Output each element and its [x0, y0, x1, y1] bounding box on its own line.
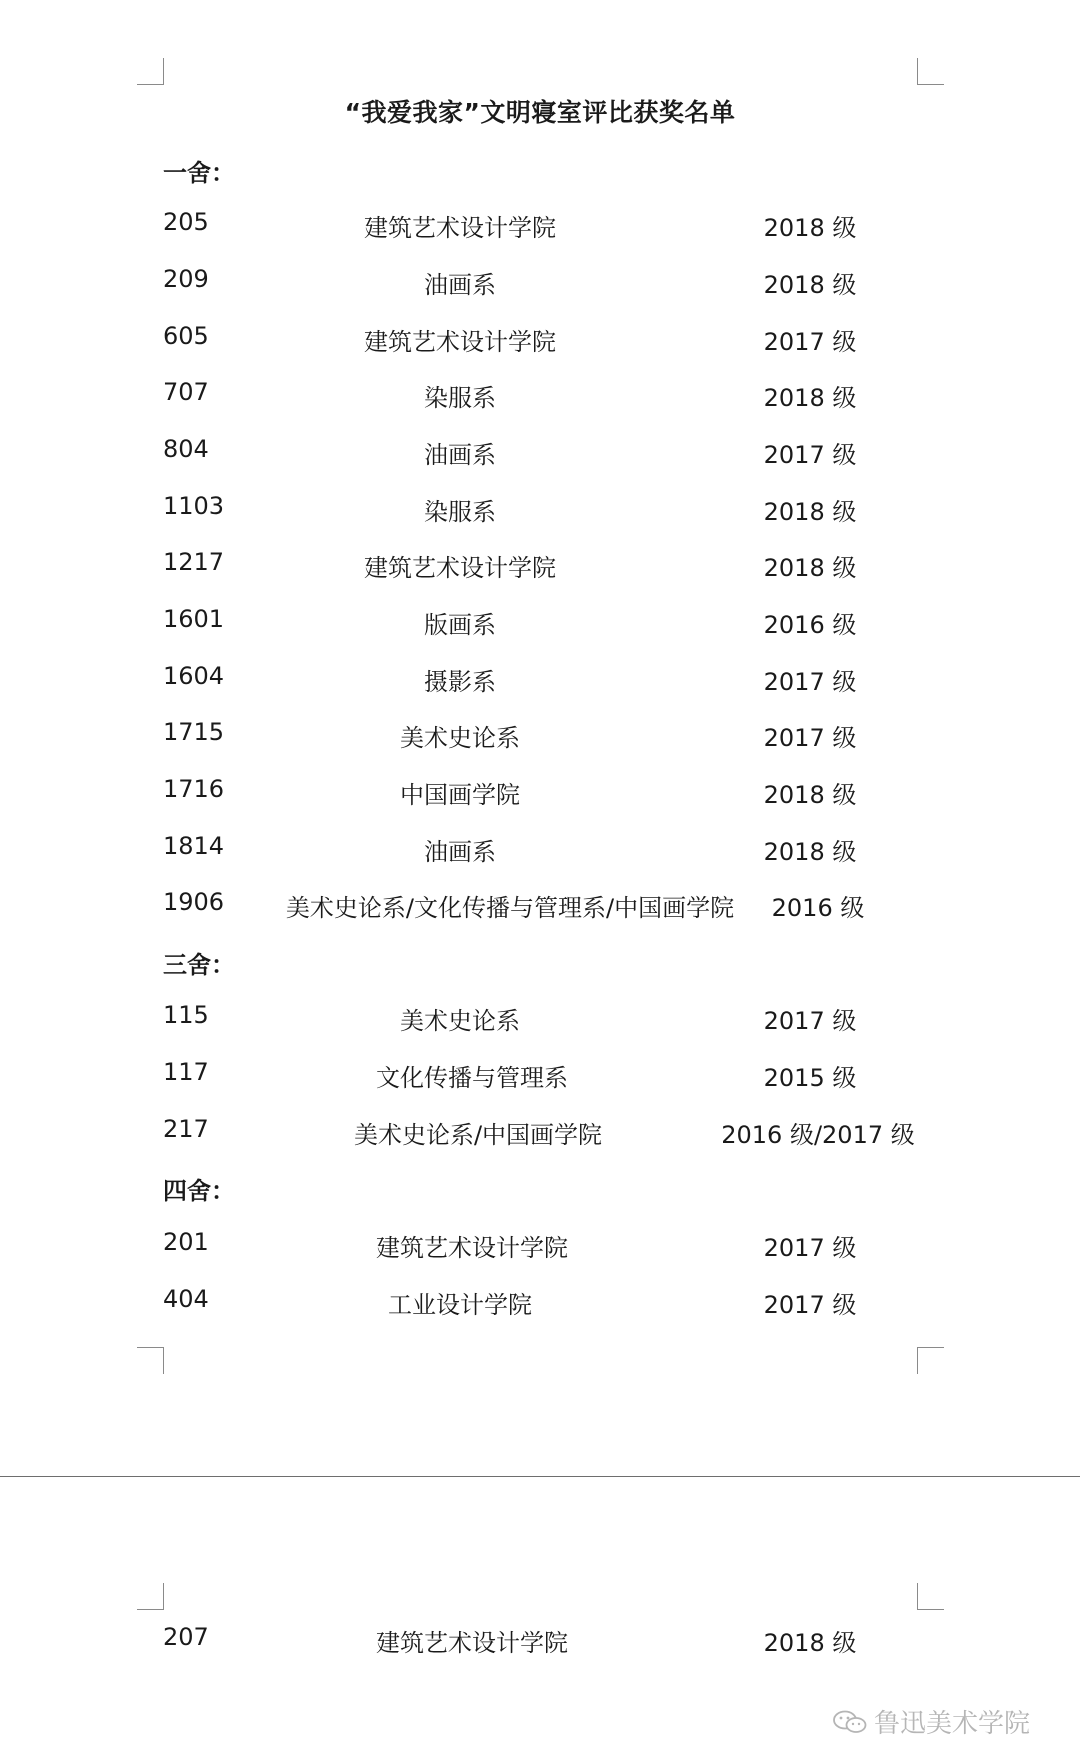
table-row: [0, 265, 1080, 305]
department: 建筑艺术设计学院: [364, 554, 556, 582]
room-number: 1814: [163, 832, 225, 860]
department: 建筑艺术设计学院: [364, 214, 556, 242]
room-number: 1601: [163, 605, 225, 633]
department: 摄影系: [424, 668, 496, 696]
grade: 2017 级: [763, 668, 857, 696]
room-number: 707: [163, 378, 209, 406]
page-corner-mark: [917, 58, 944, 85]
grade: 2018 级: [763, 781, 857, 809]
room-number: 1103: [163, 492, 225, 520]
section-label: 一舍：: [163, 159, 235, 187]
department: 美术史论系: [400, 724, 520, 752]
section-label: 四舍：: [163, 1177, 235, 1205]
room-number: 605: [163, 322, 209, 350]
department: 染服系: [424, 384, 496, 412]
room-number: 201: [163, 1228, 209, 1256]
department: 文化传播与管理系: [376, 1064, 568, 1092]
table-row: [0, 1115, 1080, 1155]
table-row: [0, 378, 1080, 418]
room-number: 1604: [163, 662, 225, 690]
room-number: 1906: [163, 888, 225, 916]
department: 建筑艺术设计学院: [376, 1234, 568, 1262]
grade: 2016 级/2017 级: [721, 1121, 915, 1149]
table-row: [0, 1623, 1080, 1663]
department: 版画系: [424, 611, 496, 639]
table-row: [0, 888, 1080, 928]
page-corner-mark: [137, 1583, 164, 1610]
room-number: 1715: [163, 718, 225, 746]
table-row: [0, 208, 1080, 248]
grade: 2017 级: [763, 1007, 857, 1035]
watermark: [832, 1703, 1030, 1740]
room-number: 209: [163, 265, 209, 293]
room-number: 117: [163, 1058, 209, 1086]
room-number: 1716: [163, 775, 225, 803]
department: 染服系: [424, 498, 496, 526]
page-corner-mark: [917, 1347, 944, 1374]
grade: 2015 级: [763, 1064, 857, 1092]
grade: 2017 级: [763, 1291, 857, 1319]
grade: 2018 级: [763, 271, 857, 299]
table-row: [0, 718, 1080, 758]
table-row: [0, 832, 1080, 872]
grade: 2016 级: [763, 611, 857, 639]
department: 油画系: [424, 441, 496, 469]
room-number: 404: [163, 1285, 209, 1313]
grade: 2018 级: [763, 554, 857, 582]
grade: 2017 级: [763, 328, 857, 356]
room-number: 804: [163, 435, 209, 463]
table-row: [0, 1001, 1080, 1041]
department: 美术史论系/文化传播与管理系/中国画学院: [285, 894, 735, 922]
table-row: [0, 548, 1080, 588]
room-number: 205: [163, 208, 209, 236]
room-number: 1217: [163, 548, 225, 576]
department: 建筑艺术设计学院: [376, 1629, 568, 1657]
document-title: “我爱我家”文明寝室评比获奖名单: [344, 98, 736, 127]
table-row: [0, 435, 1080, 475]
page-break-line: [0, 1476, 1080, 1477]
room-number: 217: [163, 1115, 209, 1143]
room-number: 115: [163, 1001, 209, 1029]
page-corner-mark: [137, 58, 164, 85]
page-corner-mark: [917, 1583, 944, 1610]
department: 美术史论系: [400, 1007, 520, 1035]
table-row: [0, 1058, 1080, 1098]
department: 工业设计学院: [388, 1291, 532, 1319]
department: 美术史论系/中国画学院: [353, 1121, 603, 1149]
grade: 2018 级: [763, 1629, 857, 1657]
table-row: [0, 1285, 1080, 1325]
grade: 2018 级: [763, 214, 857, 242]
table-row: [0, 775, 1080, 815]
department: 中国画学院: [400, 781, 520, 809]
table-row: [0, 492, 1080, 532]
table-row: [0, 322, 1080, 362]
grade: 2018 级: [763, 838, 857, 866]
grade: 2018 级: [763, 384, 857, 412]
grade: 2017 级: [763, 1234, 857, 1262]
watermark-text: 鲁迅美术学院: [874, 1709, 1031, 1739]
table-row: [0, 605, 1080, 645]
room-number: 207: [163, 1623, 209, 1651]
department: 油画系: [424, 838, 496, 866]
section-label: 三舍：: [163, 951, 235, 979]
department: 建筑艺术设计学院: [364, 328, 556, 356]
grade: 2017 级: [763, 724, 857, 752]
grade: 2017 级: [763, 441, 857, 469]
wechat-icon: [832, 1710, 868, 1734]
grade: 2016 级: [771, 894, 865, 922]
page-corner-mark: [137, 1347, 164, 1374]
table-row: [0, 1228, 1080, 1268]
grade: 2018 级: [763, 498, 857, 526]
table-row: [0, 662, 1080, 702]
department: 油画系: [424, 271, 496, 299]
